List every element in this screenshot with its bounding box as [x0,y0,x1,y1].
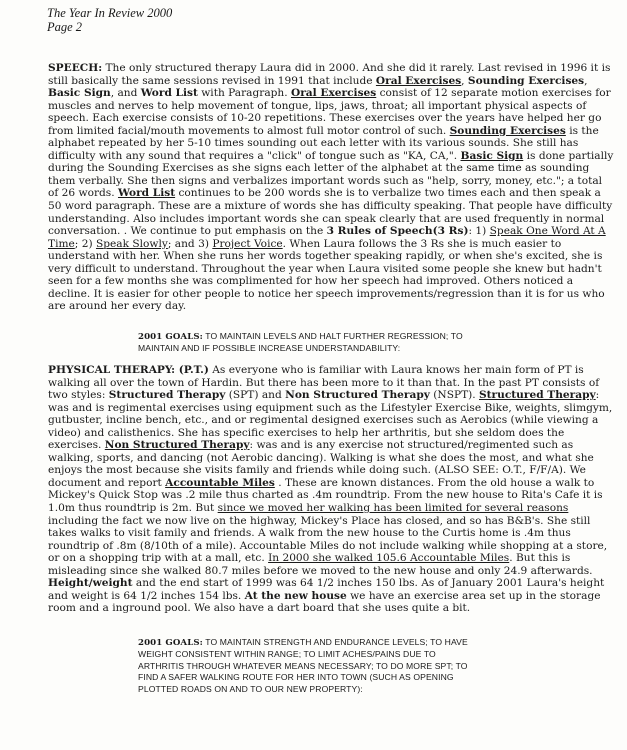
term-word-list: Word List [117,187,176,200]
pt-heading: PHYSICAL THERAPY: (P.T.) [48,364,209,376]
pt-text: As everyone who is familiar with Laura knows her main form of PT is walking all over the town of Hardin. But there has been more to it than that. In the past PT consists of two styles: [48,364,600,402]
walking-limited-note: since we moved her walking has been limited for several reasons [217,502,569,515]
speech-text: with Paragraph. [197,87,291,100]
speech-text: , and [110,87,141,100]
page-number: Page 2 [47,20,83,34]
term-non-structured-therapy: Non Structured Therapy [285,389,430,402]
term-sounding-exercises: Sounding Exercises [467,74,585,87]
speech-text: The only structured therapy Laura did in 2000. And she did it rarely. Last revised in 1996 it is still basically the same sessions revised in 1991 that include [48,62,611,87]
pt-text: and the end start of 1999 was 64 1/2 inches 150 lbs. As of January 2001 Laura's height and weight is 64 1/2 inches 154 lbs. [48,577,605,602]
pt-text: . But this is misleading since she walked 80.7 miles before we moved to the new house and only 24.9 afterwards. [48,552,593,577]
goal-line: ARTHRITIS THROUGH WHATEVER MEANS NECESSARY; TO DO MORE SPT; TO [138,660,468,671]
term-non-structured-therapy: Non Structured Therapy [104,439,250,452]
pt-text: (SPT) and [225,389,286,402]
term-structured-therapy: Structured Therapy [108,389,226,402]
term-word-list: Word List [140,87,198,100]
page-header [47,6,172,34]
pt-goals [138,637,468,695]
goal-line: FIND A SAFER WALKING ROUTE FOR HER INTO TOWN (SUCH AS OPENING [138,672,454,683]
speech-heading: SPEECH: [48,62,103,74]
speech-text: ; 2) [74,237,96,250]
term-three-rules: 3 Rules of Speech(3 Rs) [326,225,469,238]
pt-text: : was and is regimental exercises using equipment such as the Lifestyler Exercise Bike, weights, slimgym, gutbuster, incline bench, etc., and or regimental designed exercises such as Aerobics (while viewing a video) and calisthenics. She has specific exercises to help her arthritis, but she seldom does the exercises. [48,389,613,452]
pt-text: we have an exercise area set up in the storage room and a inground pool. We also have a dart board that she uses quite a bit. [48,589,601,615]
speech-text: : 1) [468,225,490,238]
speech-text: ; and 3) [167,237,213,250]
term-oral-exercises: Oral Exercises [375,74,462,87]
document-title: The Year In Review 2000 [47,6,173,20]
term-oral-exercises: Oral Exercises [291,87,377,100]
term-basic-sign: Basic Sign [48,87,111,100]
term-structured-therapy: Structured Therapy [479,389,596,402]
rule-three: Project Voice [212,237,283,250]
term-basic-sign: Basic Sign [460,149,524,162]
pt-text: . These are known distances. From the old house a walk to Mickey's Quick Stop was .2 mile thus charted as .4m roundtrip. From the new house to Rita's Cafe it is 1.0m thus roundtrip is 2m. But [48,476,603,515]
speech-text: , [584,74,588,87]
speech-text: is the alphabet repeated by her 5-10 times sounding out each letter with its various sounds. She still has difficulty with any sound that requires a "click" of tongue such as "KA, CA,". [48,124,599,162]
speech-goals [138,331,463,355]
goal-line: TO MAINTAIN LEVELS AND HALT FURTHER REGRESSION; TO [202,331,463,341]
speech-text: , [461,74,468,87]
pt-text: : was and is any exercise not structured/regimented such as walking, sports, and dancing (not Aerobic dancing). Walking is what she does the most, and what she enjoys the most because she visits family and friends while doing such. (ALSO SEE: O.T., F/F/A). We document and report [48,439,594,489]
speech-text: . When Laura follows the 3 Rs she is much easier to understand with her. When she runs her words together speaking rapidly, or when she's excited, she is very difficult to understand. Throughout the year when Laura visited some people she knew but hadn't seen for a few months she was complimented for how her speech had improved. Others noticed a decline. It is easier for other people to notice her speech improvements/regression than it is for us who are around her every day. [48,237,605,313]
goal-line: MAINTAIN AND IF POSSIBLE INCREASE UNDERSTANDABILITY: [138,343,401,354]
rule-two: Speak Slowly [95,237,168,250]
pt-text: (NSPT). [429,389,480,402]
term-height-weight: Height/weight [48,577,133,590]
pt-text: including the fact we now live on the highway, Mickey's Place has closed, and so has B&B's. She still takes walks to visit family and friends. A walk from the new house to the Curtis home is .4m thus roundtrip of .8m (8/10th of a mile). Accountable Miles do not include walking while shopping at a store, or on a shopping trip with at a mall, etc. [48,514,608,565]
term-new-house: At the new house [244,589,347,602]
goals-label: 2001 GOALS: [138,638,203,648]
term-accountable-miles: Accountable Miles [165,476,275,489]
term-sounding-exercises: Sounding Exercises [449,124,566,137]
speech-paragraph [48,62,614,313]
goals-label: 2001 GOALS: [138,332,203,342]
physical-therapy-paragraph [48,364,614,615]
rule-one: Speak One Word At A Time [48,225,606,250]
goal-line: TO MAINTAIN STRENGTH AND ENDURANCE LEVELS; TO HAVE [202,637,468,647]
miles-walked-2000: In 2000 she walked 105.6 Accountable Miles [268,552,510,565]
goal-line: PLOTTED ROADS ON AND TO OUR NEW PROPERTY): [138,683,363,694]
speech-text: is done partially during the Sounding Exercises as she signs each letter of the alphabet at the same time as sounding them verbally. She then signs and verbalizes important words such as "help, sorry, money, etc."; a total of 26 words. [48,149,614,200]
speech-text: consist of 12 separate motion exercises for muscles and nerves to help movement of tongue, lips, jaws, throat; all important physical aspects of speech. Each exercise consists of 10-20 repetitions. These exercises over the years have helped her go from limited facial/mouth movements to almost full motor control of such. [48,87,611,137]
speech-text: continues to be 200 words she is to verbalize two times each and then speak a 50 word paragraph. These are a mixture of words she has difficulty speaking. That people have difficulty understanding. Also includes important words she can speak clearly that are used frequently in normal conversation. . We continue to put emphasis on the [48,187,613,238]
goal-line: WEIGHT CONSISTENT WITHIN RANGE; TO LIMIT ACHES/PAINS DUE TO [138,649,436,660]
